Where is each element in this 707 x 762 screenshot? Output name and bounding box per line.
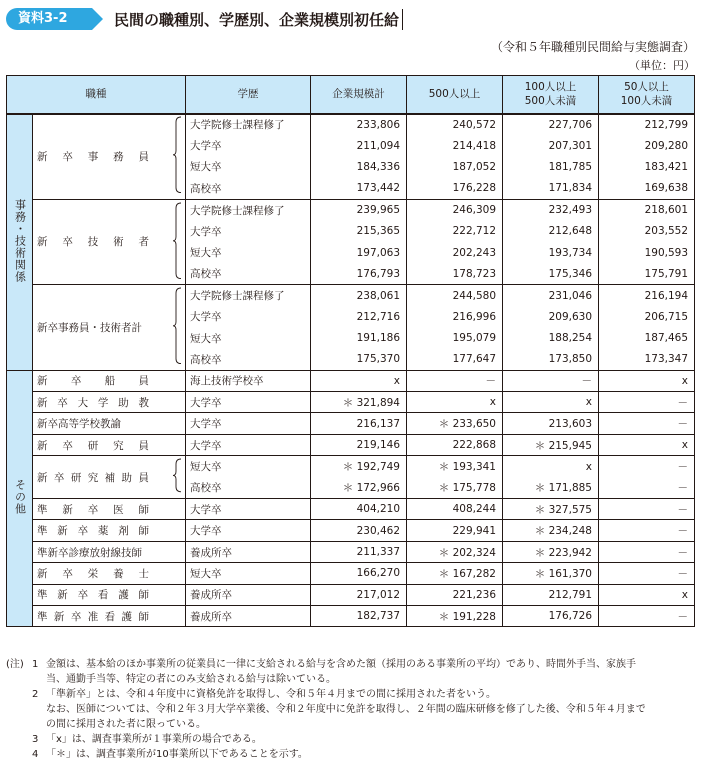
value-cell: － — [599, 563, 695, 584]
brace-cell — [173, 499, 186, 520]
value-cell: 216,194 — [599, 285, 695, 306]
category-label: その他 — [13, 479, 27, 516]
brace-cell — [173, 392, 186, 413]
value-cell: ＊ 321,894 — [311, 392, 407, 413]
value-cell: 239,965 — [311, 199, 407, 220]
survey-source: （令和５年職種別民間給与実態調査） — [490, 40, 695, 54]
education-cell: 養成所卒 — [186, 541, 311, 562]
table-row — [7, 285, 695, 306]
value-cell: 238,061 — [311, 285, 407, 306]
brace-cell — [173, 605, 186, 626]
value-cell: 216,137 — [311, 413, 407, 434]
brace-cell — [173, 584, 186, 605]
education-cell: 短大卒 — [186, 327, 311, 348]
footnote-line: (注) 1 金額は、基本給のほか事業所の従業員に一律に支給される給与を含めた額（採用のある事業所の平均）であり、時間外手当、家族手 — [6, 659, 636, 670]
job-cell — [33, 434, 173, 455]
education-cell: 大学卒 — [186, 135, 311, 156]
table-row — [7, 605, 695, 626]
value-cell: 209,630 — [503, 306, 599, 327]
value-cell: 195,079 — [407, 327, 503, 348]
value-cell: ＊ 223,942 — [503, 541, 599, 562]
value-cell: x — [599, 370, 695, 391]
value-cell: 166,270 — [311, 563, 407, 584]
job-label: 新卒高等学校教諭 — [37, 418, 121, 431]
category-cell — [7, 114, 33, 371]
brace-icon — [173, 116, 183, 194]
job-cell — [33, 285, 173, 371]
education-cell: 大学卒 — [186, 306, 311, 327]
job-cell — [33, 541, 173, 562]
table-row — [7, 499, 695, 520]
job-label: 新 卒 栄 養 士 — [37, 567, 149, 580]
brace-cell — [173, 520, 186, 541]
education-cell: 養成所卒 — [186, 584, 311, 605]
value-cell: － — [599, 392, 695, 413]
category-label: 事務・技術関係 — [13, 198, 27, 283]
value-cell: － — [599, 456, 695, 477]
value-cell: x — [503, 392, 599, 413]
education-cell: 高校卒 — [186, 477, 311, 498]
job-cell — [33, 370, 173, 391]
value-cell: － — [599, 605, 695, 626]
brace-cell — [173, 456, 186, 499]
value-cell: － — [599, 477, 695, 498]
value-cell: 173,347 — [599, 349, 695, 370]
value-cell: ＊ 161,370 — [503, 563, 599, 584]
document-badge: 資料3-2 — [6, 8, 92, 30]
value-cell: x — [503, 456, 599, 477]
value-cell: 404,210 — [311, 499, 407, 520]
job-cell — [33, 456, 173, 499]
education-cell: 高校卒 — [186, 349, 311, 370]
value-cell: 187,052 — [407, 156, 503, 177]
job-label: 新 卒 研 究 員 — [37, 439, 149, 452]
table-row — [7, 434, 695, 455]
value-cell: ＊ 171,885 — [503, 477, 599, 498]
value-cell: 173,850 — [503, 349, 599, 370]
education-cell: 大学卒 — [186, 520, 311, 541]
value-cell: 182,737 — [311, 605, 407, 626]
value-cell: 218,601 — [599, 199, 695, 220]
education-cell: 大学卒 — [186, 413, 311, 434]
footnote-line: 当、通勤手当等、特定の者にのみ支給される給与は除いている。 — [46, 674, 336, 685]
job-cell — [33, 520, 173, 541]
value-cell: 203,552 — [599, 220, 695, 241]
value-cell: 216,996 — [407, 306, 503, 327]
value-cell: 193,734 — [503, 242, 599, 263]
value-cell: 408,244 — [407, 499, 503, 520]
value-cell: 173,442 — [311, 178, 407, 199]
education-cell: 養成所卒 — [186, 605, 311, 626]
value-cell: 206,715 — [599, 306, 695, 327]
value-cell: － — [599, 413, 695, 434]
table-row — [7, 413, 695, 434]
value-cell: 211,337 — [311, 541, 407, 562]
value-cell: 221,236 — [407, 584, 503, 605]
value-cell: 231,046 — [503, 285, 599, 306]
header-education: 学歴 — [186, 76, 311, 114]
job-cell — [33, 563, 173, 584]
footnotes — [6, 657, 696, 762]
value-cell: ＊ 193,341 — [407, 456, 503, 477]
job-label: 新 卒 技 術 者 — [37, 236, 149, 249]
value-cell: 176,228 — [407, 178, 503, 199]
value-cell: － — [407, 370, 503, 391]
education-cell: 大学卒 — [186, 392, 311, 413]
footnote-line: なお、医師については、令和２年３月大学卒業後、令和２年度中に免許を取得し、２年間の臨床研修を修了した後、令和５年４月まで — [46, 704, 646, 715]
salary-table — [6, 75, 695, 627]
value-cell: ＊ 233,650 — [407, 413, 503, 434]
page-title: 民間の職種別、学歴別、企業規模別初任給 — [114, 9, 403, 30]
value-cell: 190,593 — [599, 242, 695, 263]
job-label: 新卒事務員・技術者計 — [37, 321, 142, 334]
value-cell: ＊ 192,749 — [311, 456, 407, 477]
table-row — [7, 114, 695, 135]
value-cell: 215,365 — [311, 220, 407, 241]
header-100-500: 100人以上 500人未満 — [503, 76, 599, 114]
value-cell: 183,421 — [599, 156, 695, 177]
value-cell: 233,806 — [311, 114, 407, 135]
job-label: 新 卒 事 務 員 — [37, 151, 149, 164]
value-cell: ＊ 167,282 — [407, 563, 503, 584]
value-cell: 214,418 — [407, 135, 503, 156]
value-cell: ＊ 327,575 — [503, 499, 599, 520]
value-cell: 169,638 — [599, 178, 695, 199]
value-cell: － — [599, 520, 695, 541]
value-cell: 178,723 — [407, 263, 503, 284]
education-cell: 大学卒 — [186, 499, 311, 520]
education-cell: 短大卒 — [186, 563, 311, 584]
table-row — [7, 520, 695, 541]
table-row — [7, 541, 695, 562]
footnote-line: 3 「x」は、調査事業所が１事業所の場合である。 — [32, 734, 262, 745]
value-cell: ＊ 175,778 — [407, 477, 503, 498]
job-cell — [33, 114, 173, 200]
value-cell: ＊ 234,248 — [503, 520, 599, 541]
header-job: 職種 — [7, 76, 186, 114]
education-cell: 短大卒 — [186, 156, 311, 177]
brace-cell — [173, 114, 186, 200]
education-cell: 大学院修士課程修了 — [186, 285, 311, 306]
value-cell: 240,572 — [407, 114, 503, 135]
brace-cell — [173, 541, 186, 562]
value-cell: 222,868 — [407, 434, 503, 455]
value-cell: 227,706 — [503, 114, 599, 135]
education-cell: 高校卒 — [186, 263, 311, 284]
value-cell: 212,799 — [599, 114, 695, 135]
unit-label: （単位：円） — [629, 59, 695, 72]
job-label: 新 卒 大 学 助 教 — [37, 396, 149, 409]
value-cell: 184,336 — [311, 156, 407, 177]
value-cell: 211,094 — [311, 135, 407, 156]
job-label: 準 新 卒 看 護 師 — [37, 589, 149, 602]
table-row — [7, 456, 695, 477]
value-cell: 246,309 — [407, 199, 503, 220]
value-cell: 212,716 — [311, 306, 407, 327]
value-cell: 176,726 — [503, 605, 599, 626]
brace-cell — [173, 199, 186, 285]
value-cell: x — [599, 434, 695, 455]
table-row — [7, 392, 695, 413]
footnote-line: の間に採用された者に限っている。 — [46, 719, 206, 730]
job-label: 新 卒 船 員 — [37, 375, 149, 388]
job-cell — [33, 584, 173, 605]
education-cell: 高校卒 — [186, 178, 311, 199]
value-cell: 175,370 — [311, 349, 407, 370]
header-500-plus: 500人以上 — [407, 76, 503, 114]
job-label: 準 新 卒 准 看 護 師 — [37, 610, 149, 623]
brace-cell — [173, 563, 186, 584]
job-cell — [33, 605, 173, 626]
table-row — [7, 563, 695, 584]
education-cell: 短大卒 — [186, 456, 311, 477]
value-cell: 188,254 — [503, 327, 599, 348]
value-cell: 187,465 — [599, 327, 695, 348]
job-label: 準新卒診療放射線技師 — [37, 546, 142, 559]
table-row — [7, 370, 695, 391]
brace-icon — [173, 458, 183, 493]
value-cell: 171,834 — [503, 178, 599, 199]
footnote-line: 4 「＊」は、調査事業所が10事業所以下であることを示す。 — [32, 749, 308, 760]
value-cell: x — [599, 584, 695, 605]
brace-icon — [173, 202, 183, 280]
education-cell: 大学卒 — [186, 434, 311, 455]
value-cell: － — [503, 370, 599, 391]
education-cell: 海上技術学校卒 — [186, 370, 311, 391]
value-cell: 202,243 — [407, 242, 503, 263]
value-cell: ＊ 191,228 — [407, 605, 503, 626]
value-cell: － — [599, 541, 695, 562]
header-50-100: 50人以上 100人未満 — [599, 76, 695, 114]
value-cell: － — [599, 499, 695, 520]
table-header-row — [7, 76, 695, 114]
footnote-line: 2 「準新卒」とは、令和４年度中に資格免許を取得し、令和５年４月までの間に採用された者をいう。 — [32, 689, 496, 700]
value-cell: 175,791 — [599, 263, 695, 284]
value-cell: 197,063 — [311, 242, 407, 263]
value-cell: 209,280 — [599, 135, 695, 156]
value-cell: 176,793 — [311, 263, 407, 284]
job-cell — [33, 199, 173, 285]
value-cell: 217,012 — [311, 584, 407, 605]
value-cell: 212,791 — [503, 584, 599, 605]
brace-cell — [173, 434, 186, 455]
value-cell: 213,603 — [503, 413, 599, 434]
header-total: 企業規模計 — [311, 76, 407, 114]
brace-icon — [173, 287, 183, 365]
brace-cell — [173, 413, 186, 434]
category-cell — [7, 370, 33, 627]
job-cell — [33, 413, 173, 434]
education-cell: 短大卒 — [186, 242, 311, 263]
value-cell: 191,186 — [311, 327, 407, 348]
table-row — [7, 199, 695, 220]
value-cell: 244,580 — [407, 285, 503, 306]
job-cell — [33, 392, 173, 413]
education-cell: 大学卒 — [186, 220, 311, 241]
value-cell: ＊ 202,324 — [407, 541, 503, 562]
job-label: 新 卒 研 究 補 助 員 — [37, 471, 149, 484]
education-cell: 大学院修士課程修了 — [186, 114, 311, 135]
value-cell: x — [311, 370, 407, 391]
value-cell: 222,712 — [407, 220, 503, 241]
value-cell: x — [407, 392, 503, 413]
value-cell: 175,346 — [503, 263, 599, 284]
value-cell: 177,647 — [407, 349, 503, 370]
value-cell: 229,941 — [407, 520, 503, 541]
table-row — [7, 584, 695, 605]
education-cell: 大学院修士課程修了 — [186, 199, 311, 220]
value-cell: 219,146 — [311, 434, 407, 455]
brace-cell — [173, 285, 186, 371]
value-cell: 207,301 — [503, 135, 599, 156]
value-cell: ＊ 172,966 — [311, 477, 407, 498]
value-cell: 230,462 — [311, 520, 407, 541]
job-label: 準 新 卒 医 師 — [37, 503, 149, 516]
job-label: 準 新 卒 薬 剤 師 — [37, 525, 149, 538]
value-cell: 212,648 — [503, 220, 599, 241]
value-cell: ＊ 215,945 — [503, 434, 599, 455]
page-header — [6, 6, 706, 32]
brace-cell — [173, 370, 186, 391]
value-cell: 232,493 — [503, 199, 599, 220]
job-cell — [33, 499, 173, 520]
value-cell: 181,785 — [503, 156, 599, 177]
table-body — [7, 114, 695, 627]
